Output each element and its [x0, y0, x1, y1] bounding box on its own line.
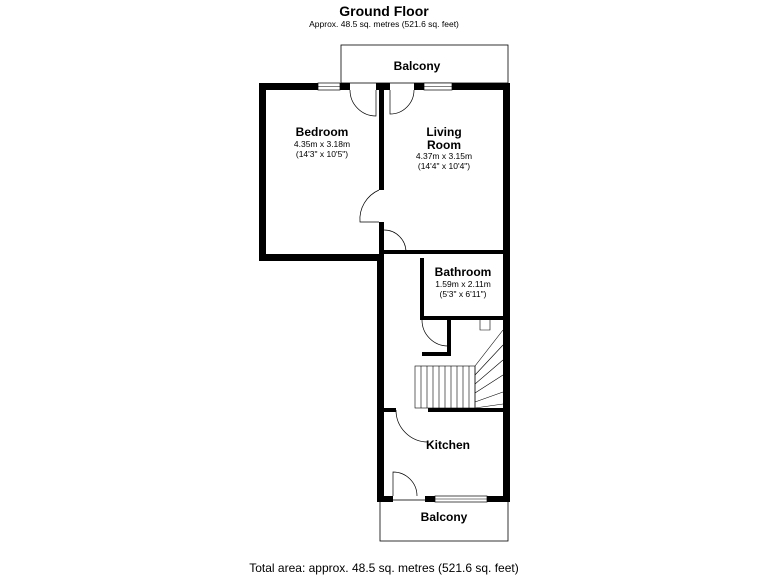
kitchen-name: Kitchen: [425, 438, 471, 452]
balcony-bottom-name: Balcony: [420, 510, 468, 524]
total-area: Total area: approx. 48.5 sq. metres (521.6 sq. feet): [249, 561, 519, 575]
bathroom-dim-imperial: (5'3" x 6'11"): [439, 289, 487, 299]
bedroom-name: Bedroom: [295, 125, 349, 139]
bedroom-dim-imperial: (14'3" x 10'5"): [295, 149, 349, 159]
living-room-dim-imperial: (14'4" x 10'4"): [417, 161, 471, 171]
living-room-dim-metric: 4.37m x 3.15m: [415, 151, 473, 161]
staircase: [415, 320, 503, 408]
living-room-name-2: Room: [427, 138, 461, 152]
bedroom-dim-metric: 4.35m x 3.18m: [293, 139, 351, 149]
living-room-name-1: Living: [426, 125, 462, 139]
balcony-top-name: Balcony: [393, 59, 441, 73]
bathroom-dim-metric: 1.59m x 2.11m: [435, 279, 491, 289]
floor-title: Ground Floor: [339, 3, 429, 19]
floor-area-subtitle: Approx. 48.5 sq. metres (521.6 sq. feet): [309, 19, 459, 29]
bathroom-name: Bathroom: [434, 265, 492, 279]
